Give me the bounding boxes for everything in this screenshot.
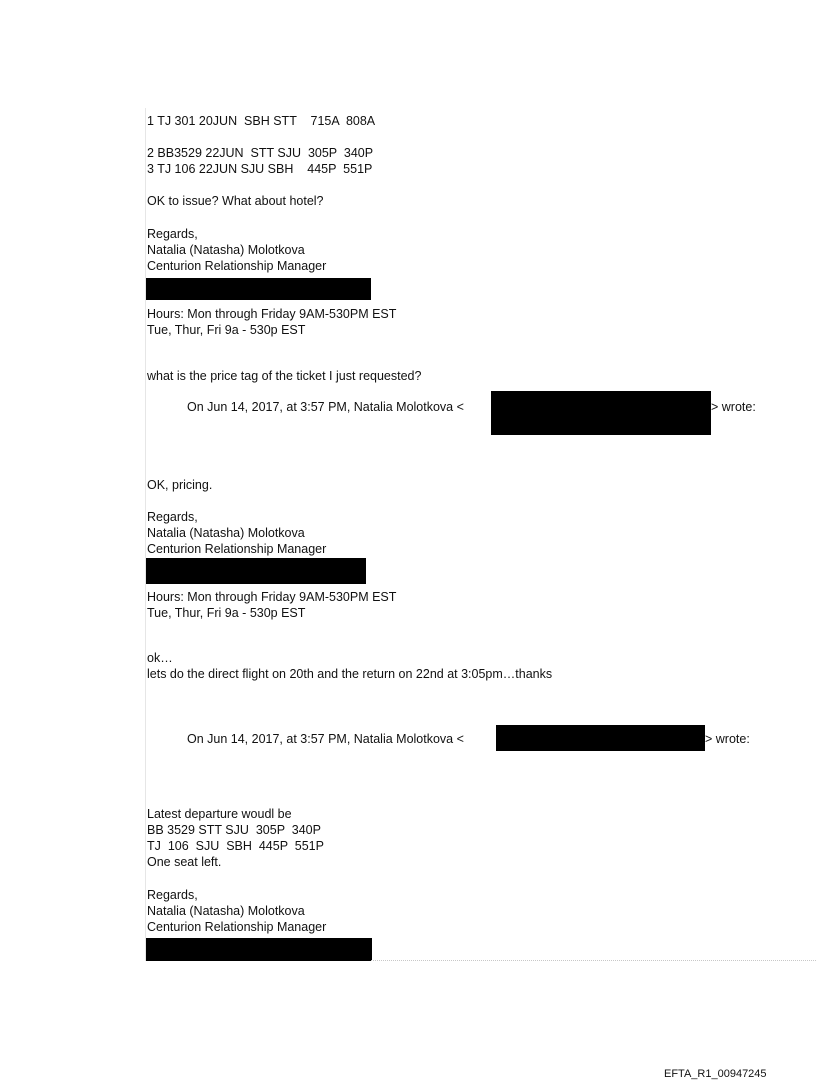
itinerary-line-3: 3 TJ 106 22JUN SJU SBH 445P 551P (147, 162, 373, 176)
signature-title-2: Centurion Relationship Manager (147, 542, 327, 556)
quote-header-1-suffix: > wrote: (711, 400, 756, 414)
flight-tj106: TJ 106 SJU SBH 445P 551P (147, 839, 324, 853)
latest-departure: Latest departure woudl be (147, 807, 292, 821)
quote-header-2: On Jun 14, 2017, at 3:57 PM, Natalia Molotkova < (187, 732, 464, 746)
regards-1: Regards, (147, 227, 198, 241)
hours-line-1a: Hours: Mon through Friday 9AM-530PM EST (147, 307, 397, 321)
regards-2: Regards, (147, 510, 198, 524)
hours-line-2a: Hours: Mon through Friday 9AM-530PM EST (147, 590, 397, 604)
signature-title-3: Centurion Relationship Manager (147, 920, 327, 934)
reply-ok: ok… (147, 651, 173, 665)
redaction-email-2 (496, 725, 705, 751)
hours-line-1b: Tue, Thur, Fri 9a - 530p EST (147, 323, 306, 337)
seat-availability: One seat left. (147, 855, 222, 869)
redaction-block-1 (146, 278, 371, 300)
itinerary-line-2: 2 BB3529 22JUN STT SJU 305P 340P (147, 146, 374, 160)
redaction-block-2 (146, 558, 366, 584)
document-id: EFTA_R1_00947245 (664, 1068, 767, 1080)
quote-header-1: On Jun 14, 2017, at 3:57 PM, Natalia Molotkova < (187, 400, 464, 414)
signature-name-2: Natalia (Natasha) Molotkova (147, 526, 305, 540)
itinerary-line-1: 1 TJ 301 20JUN SBH STT 715A 808A (147, 114, 376, 128)
quote-rule (145, 108, 146, 961)
regards-3: Regards, (147, 888, 198, 902)
redaction-block-3 (146, 938, 372, 961)
pricing-message: OK, pricing. (147, 478, 213, 492)
reply-price-question: what is the price tag of the ticket I just requested? (147, 369, 422, 383)
signature-name-1: Natalia (Natasha) Molotkova (147, 243, 305, 257)
issue-question: OK to issue? What about hotel? (147, 194, 324, 208)
signature-title-1: Centurion Relationship Manager (147, 259, 327, 273)
redaction-email-1 (491, 391, 711, 435)
reply-direct-flight: lets do the direct flight on 20th and the return on 22nd at 3:05pm…thanks (147, 667, 553, 681)
signature-name-3: Natalia (Natasha) Molotkova (147, 904, 305, 918)
flight-bb3529: BB 3529 STT SJU 305P 340P (147, 823, 321, 837)
bottom-divider (371, 960, 816, 961)
hours-line-2b: Tue, Thur, Fri 9a - 530p EST (147, 606, 306, 620)
quote-header-2-suffix: > wrote: (705, 732, 750, 746)
